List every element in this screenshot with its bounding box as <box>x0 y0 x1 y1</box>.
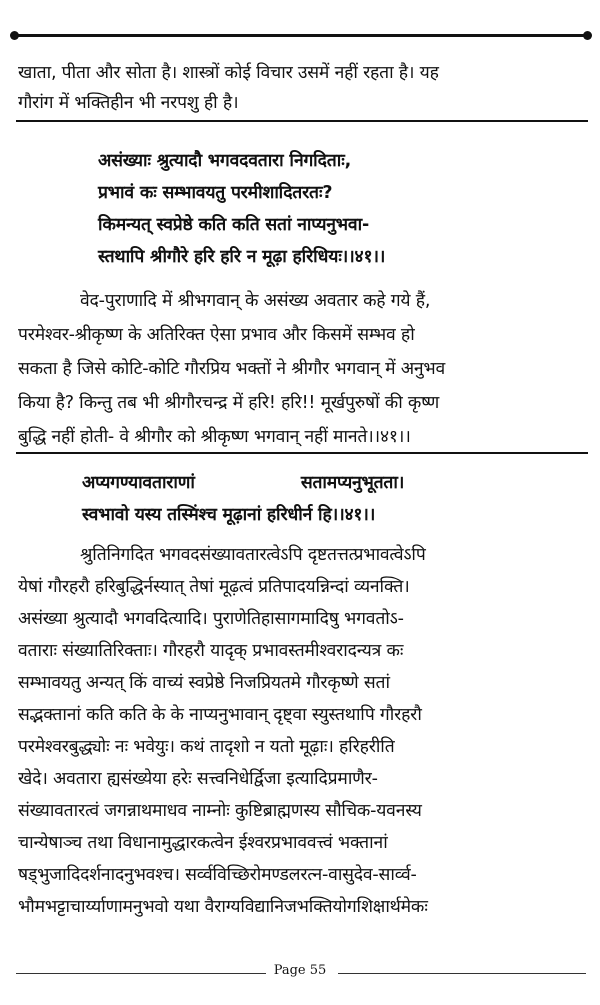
section-rule <box>16 120 588 122</box>
commentary-line: श्रुतिनिगदित भगवदसंख्यावतारत्वेऽपि दृष्टतत्तत्प्रभावत्वेऽपि <box>80 545 426 565</box>
footer-rule-right <box>338 973 586 974</box>
verse-line: असंख्याः श्रुत्यादौ भगवदवतारा निगदिताः, <box>98 151 352 171</box>
commentary-line: येषां गौरहरौ हरिबुद्धिर्नस्यात् तेषां मूढ़त्वं प्रतिपादयन्निन्दां व्यनक्ति। <box>18 577 410 597</box>
verse-line: स्तथापि श्रीगौरे हरि हरि न मूढ़ा हरिधियः।।४१।। <box>98 247 386 267</box>
verse-line: किमन्यत् स्वप्रेष्ठे कति कति सतां नाप्यनुभवा- <box>98 215 370 235</box>
commentary-line: भौमभट्टाचार्य्याणामनुभवो यथा वैराग्यविद्यानिजभक्तियोगशिक्षार्थमेकः <box>18 897 428 917</box>
intro-line: गौरांग में भक्तिहीन भी नरपशु ही है। <box>18 93 239 113</box>
page-number: Page 55 <box>273 963 327 978</box>
translation-line: परमेश्वर-श्रीकृष्ण के अतिरिक्त ऐसा प्रभाव और किसमें सम्भव हो <box>18 325 415 345</box>
translation-line: वेद-पुराणादि में श्रीभगवान् के असंख्य अवतार कहे गये हैं, <box>80 291 431 311</box>
verse-line: अप्यगण्यावताराणां सतामप्यनुभूतता। <box>82 473 405 493</box>
intro-line: खाता, पीता और सोता है। शास्त्रों कोई विचार उसमें नहीं रहता है। यह <box>18 63 439 83</box>
commentary-line: वताराः संख्यातिरिक्ताः। गौरहरौ यादृक् प्रभावस्तमीश्वरादन्यत्र कः <box>18 641 404 661</box>
commentary-line: संख्यावतारत्वं जगन्नाथमाधव नाम्नोः कुष्टिब्राह्मणस्य सौचिक-यवनस्य <box>18 801 422 821</box>
commentary-line: खेदे। अवतारा ह्यसंख्येया हरेः सत्त्वनिधेर्द्विजा इत्यादिप्रमाणैर- <box>18 769 378 789</box>
commentary-line: सद्भक्तानां कति कति के के नाप्यनुभावान् दृष्ट्वा स्युस्तथापि गौरहरौ <box>18 705 422 725</box>
section-rule <box>16 452 588 454</box>
commentary-line: षड्भुजादिदर्शनादनुभवश्च। सर्व्वविच्छिरोमण्डलरत्न-वासुदेव-सार्व्व- <box>18 865 417 885</box>
header-rule <box>14 34 588 37</box>
commentary-line: चान्येषाञ्च तथा विधानामुद्धारकत्वेन ईश्वरप्रभाववत्त्वं भक्तानां <box>18 833 388 853</box>
translation-line: बुद्धि नहीं होती- वे श्रीगौर को श्रीकृष्ण भगवान् नहीं मानते।।४१।। <box>18 427 411 447</box>
verse-line: स्वभावो यस्य तस्मिंश्च मूढ़ानां हरिधीर्न हि।।४१।। <box>82 505 376 525</box>
commentary-line: सम्भावयतु अन्यत् किं वाच्यं स्वप्रेष्ठे निजप्रियतमे गौरकृष्णे सतां <box>18 673 390 693</box>
translation-line: सकता है जिसे कोटि-कोटि गौरप्रिय भक्तों ने श्रीगौर भगवान् में अनुभव <box>18 359 446 379</box>
verse-line: प्रभावं कः सम्भावयतु परमीशादितरतः? <box>98 183 333 203</box>
commentary-line: परमेश्वरबुद्ध्योः नः भवेयुः। कथं तादृशो न यतो मूढ़ाः। हरिहरीति <box>18 737 395 757</box>
translation-line: किया है? किन्तु तब भी श्रीगौरचन्द्र में हरि! हरि!! मूर्खपुरुषों की कृष्ण <box>18 393 440 413</box>
commentary-line: असंख्या श्रुत्यादौ भगवदित्यादि। पुराणेतिहासागमादिषु भगवतोऽ- <box>18 609 404 629</box>
